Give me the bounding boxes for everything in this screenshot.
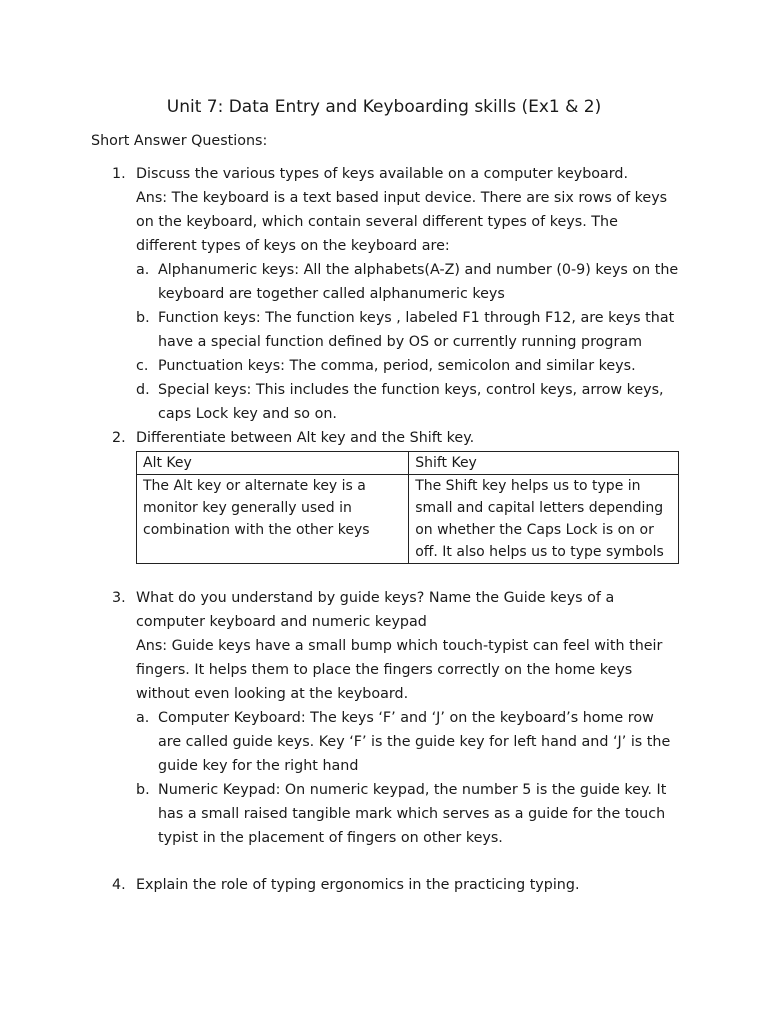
table-header: Shift Key bbox=[409, 452, 679, 475]
cell-line: The Alt key or alternate key is a bbox=[143, 478, 366, 494]
question-text: computer keyboard and numeric keypad bbox=[136, 614, 427, 630]
question-text: Discuss the various types of keys available on a computer keyboard. bbox=[136, 166, 629, 182]
question-text: Differentiate between Alt key and the Shift key. bbox=[136, 430, 475, 446]
list-item-line: have a special function defined by OS or currently running program bbox=[158, 334, 643, 350]
answer-line: Ans: The keyboard is a text based input device. There are six rows of keys bbox=[136, 190, 668, 206]
list-item-line: are called guide keys. Key ‘F’ is the guide key for left hand and ‘J’ is the bbox=[158, 734, 671, 750]
table-cell bbox=[137, 475, 409, 564]
question-text: Explain the role of typing ergonomics in the practicing typing. bbox=[136, 877, 580, 893]
table-header-row bbox=[137, 452, 679, 475]
list-letter: c. bbox=[136, 358, 149, 374]
question-number: 4. bbox=[112, 877, 126, 893]
table-cell bbox=[409, 475, 679, 564]
cell-line: small and capital letters depending bbox=[415, 500, 664, 516]
list-letter: a. bbox=[136, 262, 150, 278]
list-item-line: guide key for the right hand bbox=[158, 758, 359, 774]
question-number: 1. bbox=[112, 166, 126, 182]
list-item-line: Special keys: This includes the function keys, control keys, arrow keys, bbox=[158, 382, 664, 398]
question-number: 2. bbox=[112, 430, 126, 446]
answer-line: different types of keys on the keyboard are: bbox=[136, 238, 450, 254]
list-item-line: Alphanumeric keys: All the alphabets(A-Z) and number (0-9) keys on the bbox=[158, 262, 679, 278]
answer-line: fingers. It helps them to place the fingers correctly on the home keys bbox=[136, 662, 633, 678]
list-letter: b. bbox=[136, 310, 150, 326]
cell-line: on whether the Caps Lock is on or bbox=[415, 522, 654, 538]
answer-line: without even looking at the keyboard. bbox=[136, 686, 409, 702]
list-item-line: has a small raised tangible mark which serves as a guide for the touch bbox=[158, 806, 666, 822]
list-item-line: caps Lock key and so on. bbox=[158, 406, 337, 422]
section-heading: Short Answer Questions: bbox=[91, 133, 268, 149]
list-letter: a. bbox=[136, 710, 150, 726]
cell-line: combination with the other keys bbox=[143, 522, 370, 538]
answer-line: on the keyboard, which contain several different types of keys. The bbox=[136, 214, 618, 230]
list-item-line: Numeric Keypad: On numeric keypad, the number 5 is the guide key. It bbox=[158, 782, 667, 798]
list-item-line: Function keys: The function keys , labeled F1 through F12, are keys that bbox=[158, 310, 675, 326]
page-title: Unit 7: Data Entry and Keyboarding skills (Ex1 & 2) bbox=[166, 97, 602, 117]
list-item-line: keyboard are together called alphanumeric keys bbox=[158, 286, 505, 302]
cell-line: The Shift key helps us to type in bbox=[415, 478, 641, 494]
list-item-line: Punctuation keys: The comma, period, semicolon and similar keys. bbox=[158, 358, 636, 374]
table-header: Alt Key bbox=[137, 452, 409, 475]
table-row bbox=[137, 475, 679, 564]
question-number: 3. bbox=[112, 590, 126, 606]
cell-line: monitor key generally used in bbox=[143, 500, 352, 516]
list-item-line: typist in the placement of fingers on other keys. bbox=[158, 830, 503, 846]
list-item-line: Computer Keyboard: The keys ‘F’ and ‘J’ on the keyboard’s home row bbox=[158, 710, 654, 726]
comparison-table bbox=[136, 451, 679, 564]
list-letter: b. bbox=[136, 782, 150, 798]
list-letter: d. bbox=[136, 382, 150, 398]
cell-line: off. It also helps us to type symbols bbox=[415, 544, 664, 560]
question-text: What do you understand by guide keys? Name the Guide keys of a bbox=[136, 590, 615, 606]
answer-line: Ans: Guide keys have a small bump which touch-typist can feel with their bbox=[136, 638, 663, 654]
